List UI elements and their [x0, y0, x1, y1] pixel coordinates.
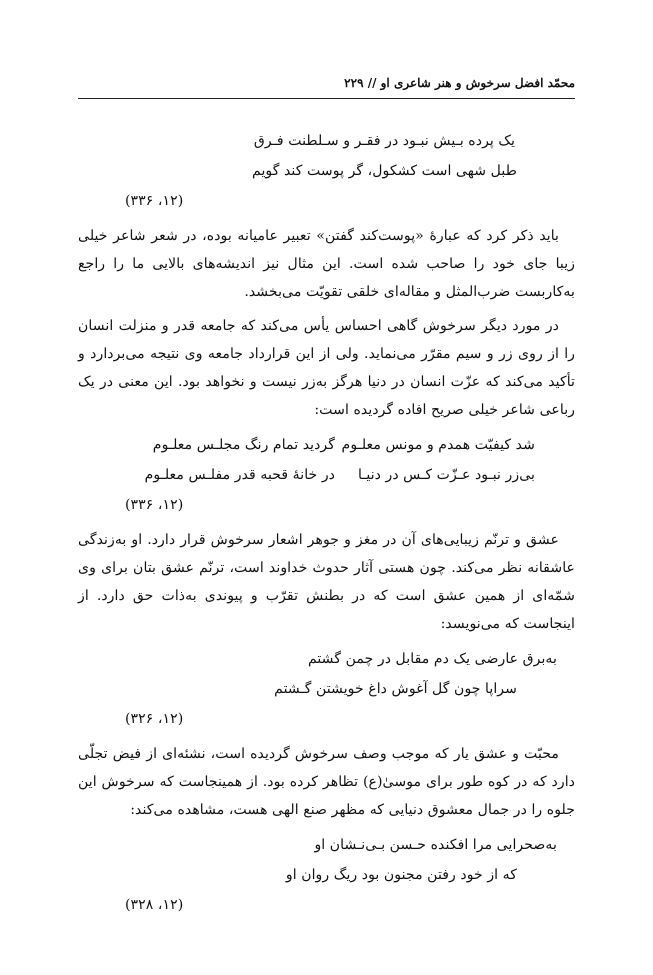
- citation: (۳۲۶ ،۱۲): [125, 711, 184, 727]
- poem-couplet: [78, 430, 575, 460]
- poem-2: [78, 430, 575, 520]
- poem-4: [78, 830, 575, 920]
- running-header: محمّد افضل سرخوش و هنر شاعری او // ۲۲۹: [344, 76, 575, 90]
- hemistich: گردید تمام رنگ مجلـس معلـوم: [152, 437, 335, 453]
- paragraph: باید ذکر کرد که عبارهٔ «پوست‌کند گفتن» تعبیر عامیانه بوده، در شعر شاعر خیلی زیبا جای خود را صاحب شده است. این مثال نیز اندیشه‌های بالایی ما را راجع به‌کاربست ضرب‌المثل و مقاله‌ای خلقی تقویّت می‌بخشد.: [78, 228, 575, 300]
- poem-line: یک پرده بـیش نبـود در فقـر و سـلطنت فـرق: [253, 133, 515, 149]
- poem-line: به‌صحرایی مرا افکنده حـسن بـی‌نـشان او: [314, 837, 557, 853]
- poem-line: به‌برق عارضی یک دم مقابل در چمن گشتم: [307, 651, 557, 667]
- page-body: [78, 126, 575, 920]
- poem-line: طبل شهی است کشکول، گر پوست کند گویم: [252, 163, 517, 179]
- hemistich: در خانهٔ قحبه قدر مفلـس معلـوم: [144, 467, 335, 483]
- paragraph: در مورد دیگر سرخوش گاهی احساس یأس می‌کند که جامعه قدر و منزلت انسان را از روی زر و سیم مقرّر می‌نماید. ولی از این قرارداد جامعه وی نتیجه می‌بردارد و تأکید می‌کند که عزّت انسان در دنیا هرگز به‌زر نیست و نخواهد بود. این معنی در یک رباعی شاعر خیلی صریح افاده گردیده است:: [78, 318, 575, 418]
- poem-line: که از خود رفتن مجنون بود ریگ روان او: [285, 867, 517, 883]
- header-rule: [78, 98, 575, 99]
- paragraph: عشق و ترنّم زیبایی‌های آن در مغز و جوهر اشعار سرخوش قرار دارد. او به‌زندگی عاشقانه نظر می‌کند. چون هستی آثار حدوث خداوند است، ترنّم عشق بتان برای وی شمّه‌ای از همین عشق است که در بطنش تقرّب و پیوندی به‌ذات حق دارد. از اینجاست که می‌نویسد:: [78, 532, 575, 632]
- citation: (۳۳۶ ،۱۲): [125, 193, 184, 209]
- poem-line: سراپا چون گل آغوش داغ خویشتن گـشتم: [274, 681, 517, 697]
- poem-couplet: [78, 460, 575, 490]
- hemistich: بی‌زر نبـود عـزّت کـس در دنیـا: [357, 467, 535, 483]
- hemistich: شد کیفیّت همدم و مونس معلـوم: [341, 437, 535, 453]
- paragraph: محبّت و عشق یار که موجب وصف سرخوش گردیده است، نشئه‌ای از فیض تجلّی دارد که در کوه طور برای موسیٰ(ع) تظاهر کرده بود. از همینجاست که سرخوش این جلوه را در جمال معشوق دنیایی که مظهر صنع الهی هست، مشاهده می‌کند:: [78, 746, 575, 818]
- poem-3: [78, 644, 575, 734]
- citation: (۳۲۸ ،۱۲): [125, 897, 184, 913]
- citation: (۳۳۶ ،۱۲): [125, 497, 184, 513]
- poem-1: [78, 126, 575, 216]
